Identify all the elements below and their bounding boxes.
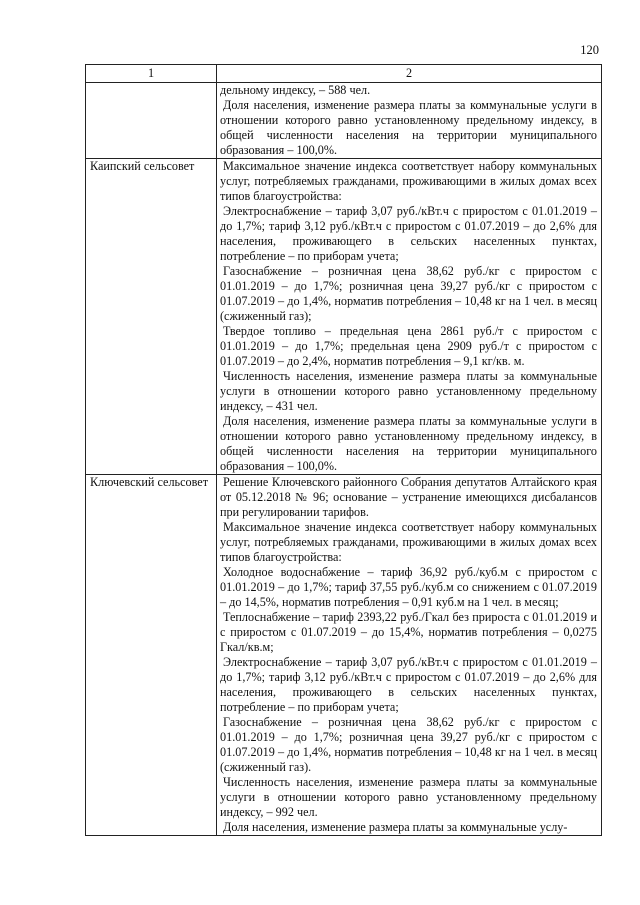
paragraph: Холодное водоснабжение – тариф 36,92 руб./куб.м с приростом с 01.01.2019 – до 1,7%; тариф 37,55 руб./куб.м со снижением с 01.07.2019 – до 14,5%, норматив потребления – 0,91 куб.м на 1 чел. в месяц; <box>220 565 597 609</box>
paragraph: Решение Ключевского районного Собрания депутатов Алтайского края от 05.12.2018 № 96; основание – устранение имеющихся дисбалансов при регулировании тарифов. <box>220 475 597 519</box>
row-description <box>217 83 602 159</box>
municipality-name: Ключевский сельсовет <box>86 475 217 836</box>
municipality-name <box>86 83 217 159</box>
paragraph: Газоснабжение – розничная цена 38,62 руб./кг с приростом с 01.01.2019 – до 1,7%; розничная цена 39,27 руб./кг с приростом с 01.07.2019 – до 1,4%, норматив потребления – 10,48 кг на 1 чел. в месяц (сжиженный газ). <box>220 715 597 774</box>
paragraph: Электроснабжение – тариф 3,07 руб./кВт.ч с приростом с 01.01.2019 – до 1,7%; тариф 3,12 руб./кВт.ч с приростом с 01.07.2019 – до 2,6% для населения, проживающего в сельских населенных пунктах, потребление – по приборам учета; <box>220 204 597 263</box>
paragraph: Доля населения, изменение размера платы за коммунальные услуги в отношении которого равно установленному предельному индексу, в общей численности населения на территории муниципального образования – 100,0%. <box>220 414 597 473</box>
paragraph: Численность населения, изменение размера платы за коммунальные услуги в отношении которого равно установленному предельному индексу, – 431 чел. <box>220 369 597 413</box>
table-row <box>86 475 602 836</box>
row-description <box>217 159 602 475</box>
table-header-row <box>86 65 602 83</box>
column-header-1: 1 <box>86 65 217 83</box>
paragraph: Электроснабжение – тариф 3,07 руб./кВт.ч с приростом с 01.01.2019 – до 1,7%; тариф 3,12 руб./кВт.ч с приростом с 01.07.2019 – до 2,6% для населения, проживающего в сельских населенных пунктах, потребление – по приборам учета; <box>220 655 597 714</box>
paragraph: Доля населения, изменение размера платы за коммунальные услу- <box>223 820 568 834</box>
table-row <box>86 159 602 475</box>
paragraph: Доля населения, изменение размера платы за коммунальные услуги в отношении которого равно установленному предельному индексу, в общей численности населения на территории муниципального образования – 100,0%. <box>220 98 597 157</box>
column-header-2: 2 <box>217 65 602 83</box>
paragraph: Теплоснабжение – тариф 2393,22 руб./Гкал без прироста с 01.01.2019 и с приростом с 01.07.2019 – до 15,4%, норматив потребления – 0,0275 Гкал/кв.м; <box>220 610 597 654</box>
page-number: 120 <box>580 43 599 57</box>
tariff-table <box>85 64 602 836</box>
paragraph: Максимальное значение индекса соответствует набору коммунальных услуг, потребляемых гражданами, проживающими в жилых домах всех типов благоустройства: <box>220 159 597 203</box>
paragraph: Численность населения, изменение размера платы за коммунальные услуги в отношении которого равно установленному предельному индексу, – 992 чел. <box>220 775 597 819</box>
paragraph: Максимальное значение индекса соответствует набору коммунальных услуг, потребляемых гражданами, проживающими в жилых домах всех типов благоустройства: <box>220 520 597 564</box>
row-description <box>217 475 602 836</box>
municipality-name: Каипский сельсовет <box>86 159 217 475</box>
table-row <box>86 83 602 159</box>
paragraph: дельному индексу, – 588 чел. <box>220 83 371 97</box>
paragraph: Твердое топливо – предельная цена 2861 руб./т с приростом с 01.01.2019 – до 1,7%; предельная цена 2909 руб./т с приростом с 01.07.2019 – до 2,4%, норматив потребления – 9,1 кг/кв. м. <box>220 324 597 368</box>
paragraph: Газоснабжение – розничная цена 38,62 руб./кг с приростом с 01.01.2019 – до 1,7%; розничная цена 39,27 руб./кг с приростом с 01.07.2019 – до 1,4%, норматив потребления – 10,48 кг на 1 чел. в месяц (сжиженный газ); <box>220 264 597 323</box>
